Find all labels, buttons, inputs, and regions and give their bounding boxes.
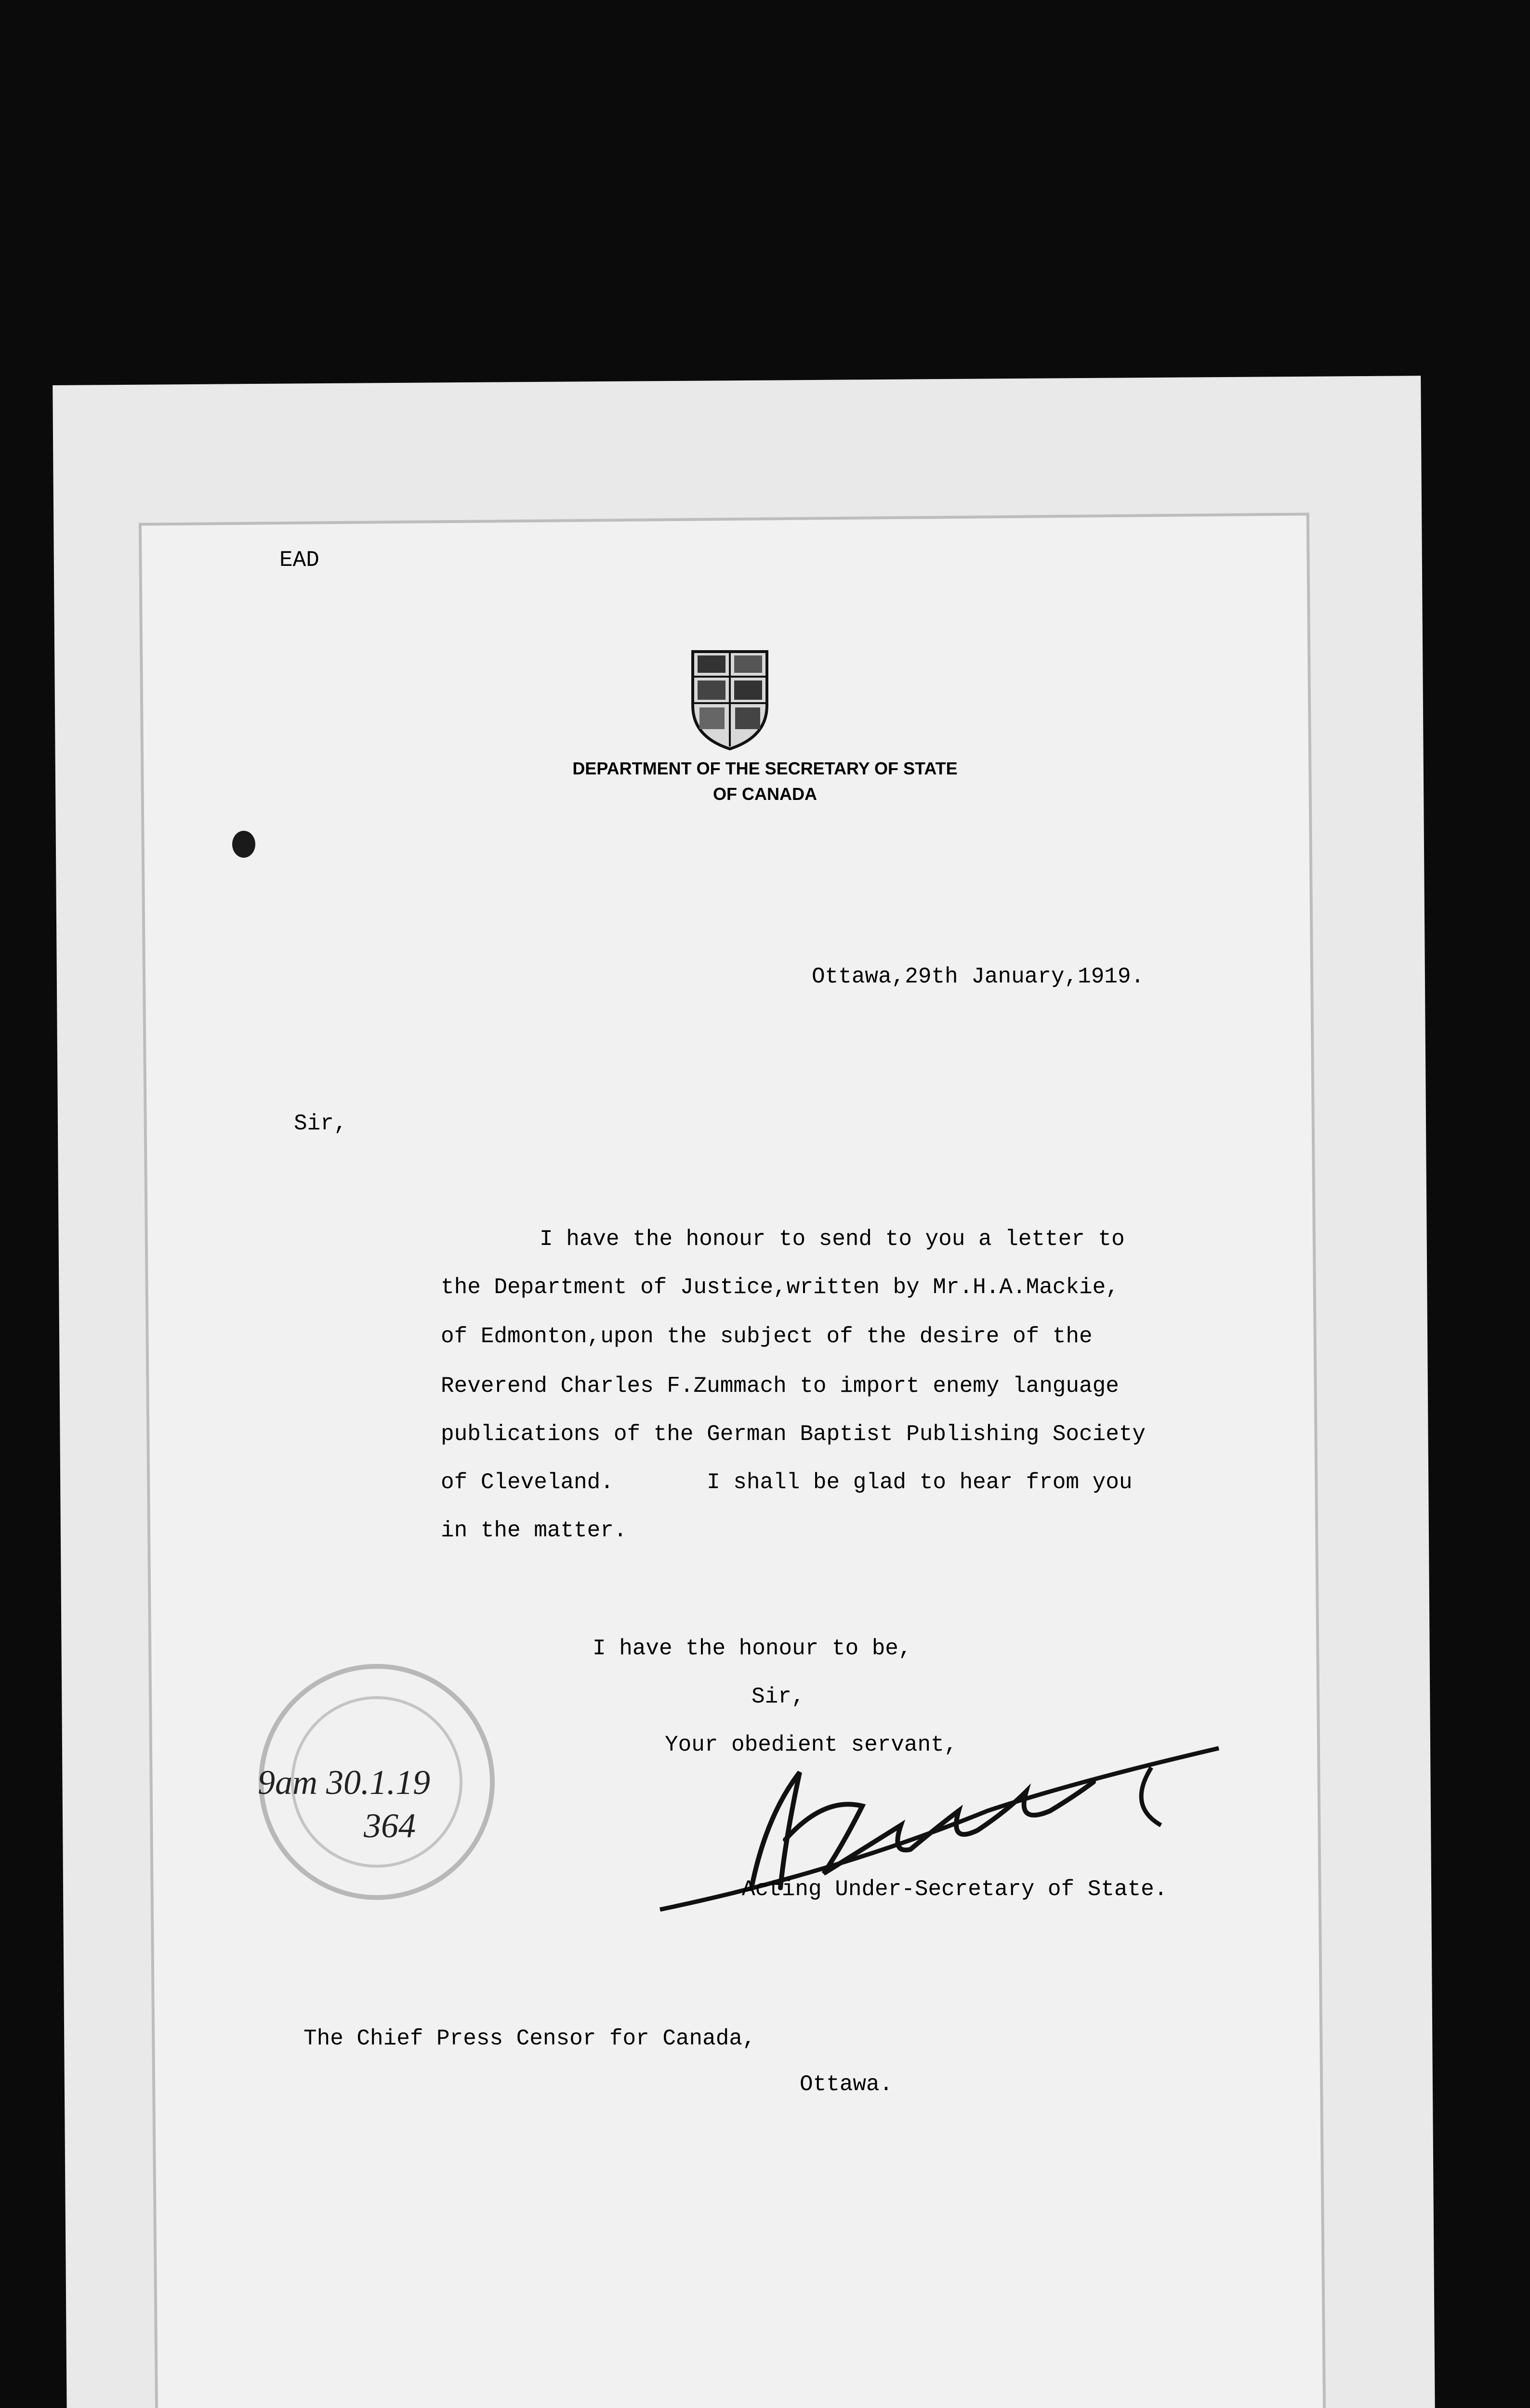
punch-hole (232, 831, 255, 858)
closing-line: Sir, (752, 1684, 805, 1709)
typist-initials: EAD (279, 548, 319, 573)
closing-line: Your obedient servant, (665, 1732, 958, 1757)
addressee-city: Ottawa. (800, 2072, 893, 2097)
body-line: of Edmonton,upon the subject of the desire of the (441, 1324, 1093, 1349)
body-line: of Cleveland. I shall be glad to hear from you (441, 1470, 1133, 1495)
signer-title: Acting Under-Secretary of State. (742, 1877, 1168, 1902)
letter-date: Ottawa,29th January,1919. (812, 964, 1145, 989)
received-stamp (238, 1659, 515, 1905)
body-line: Reverend Charles F.Zummach to import enemy language (441, 1374, 1119, 1399)
stamp-file-handwriting: 364 (364, 1806, 416, 1845)
body-line: publications of the German Baptist Publishing Society (441, 1422, 1146, 1447)
body-line: the Department of Justice,written by Mr.H.A.Mackie, (441, 1275, 1119, 1300)
salutation: Sir, (294, 1111, 347, 1136)
addressee: The Chief Press Censor for Canada, (303, 2026, 756, 2051)
coat-of-arms-icon (689, 648, 771, 751)
closing-line: I have the honour to be, (593, 1636, 912, 1661)
stamp-date-handwriting: 9am 30.1.19 (258, 1763, 430, 1802)
department-line-2: OF CANADA (713, 784, 817, 804)
department-line-1: DEPARTMENT OF THE SECRETARY OF STATE (572, 759, 958, 778)
body-line: I have the honour to send to you a letter to (540, 1227, 1125, 1252)
body-line: in the matter. (441, 1518, 627, 1543)
